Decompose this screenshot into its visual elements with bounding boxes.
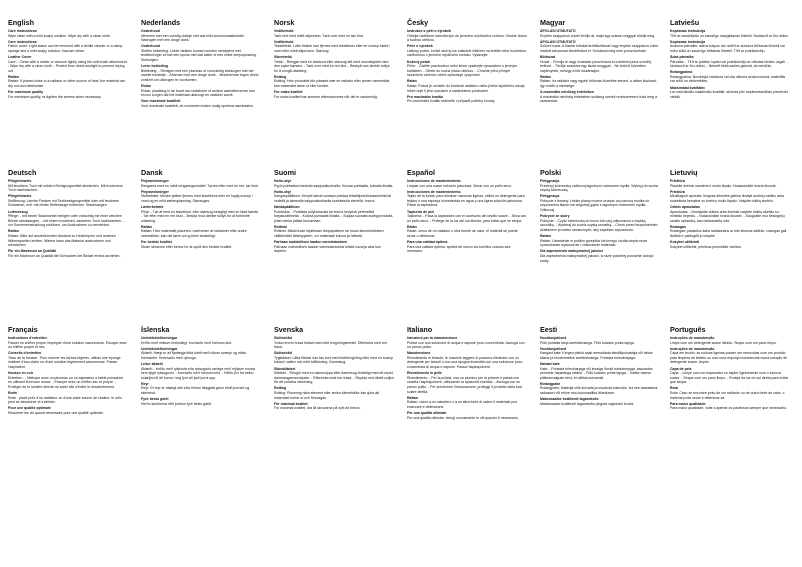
- section-heading: Vedlikehold: [274, 39, 294, 44]
- language-block: [141, 325, 261, 406]
- language-heading: Latviešu: [670, 18, 700, 27]
- section-text: Rottinki: Mikäli tuote sijoitetaan lämpöpatterin tai muun lämmönlähteen välittömään läheisyyteen, voi materiaali kuivua ja heiketä.: [274, 229, 384, 239]
- language-block: [670, 18, 790, 99]
- section-text: Maksimaalse kvaliteedi tagamiseks pinguta vajadusel kruvid.: [540, 401, 635, 406]
- section-heading: Priežiūra: [670, 189, 685, 194]
- section-text: Rotting: Hvis produktet blir plassert nær en radiator eller annen varmekilde, kan materialet tørke ut eller forvitre.: [274, 79, 391, 89]
- section-text: Stofbetræk: Mindre pletter fjernes med tekstilrens eller en fugtig svamp i vand og en mild sæbeopløsning. Støvsuges.: [141, 194, 253, 203]
- section-heading: Skinntrekk: [274, 54, 292, 59]
- language-heading: Deutsch: [8, 168, 37, 177]
- section-text: Przetrzyj ściereczką zwilżoną łagodnym roztworem mydła. Wytrzyj do sucha czystą ściereczką.: [540, 183, 658, 193]
- section-text: Tygklädsel: Lätta fläckar kan tas bort med textilrengöring eller med en svamp fuktad i vatten och mild tvållösning. Dammsug.: [274, 355, 394, 365]
- section-text: Rotangpalm: Materjal võib kuivada ja muutuda kulunuks, kui see asetatakse radiaatori või mõne muu kuumaallika lähedusse.: [540, 386, 658, 396]
- language-block: [540, 325, 660, 406]
- section-text: Kokybei užtikrinti, prireikus priveržkite varžtus.: [670, 244, 742, 249]
- language-block: [8, 325, 128, 416]
- section-heading: Reyr: [141, 381, 149, 386]
- section-text: Stoffen bekleding: Lichte vlekken kunnen worden verwijderd met textielreiniger of met een spons met wat water of een milde zeepoplossing. Stofzuigen.: [141, 48, 257, 63]
- section-heading: Skinnklädsel: [274, 366, 296, 371]
- section-text: Ratan: Pokud je umístěn do blízkosti radiátoru nebo jiného tepelného zdroje, může dojít k jeho vysušení a následnému poškození.: [407, 84, 526, 93]
- section-heading: Hooldusjuhised: [540, 346, 567, 351]
- language-heading: Lietuvių: [670, 168, 698, 177]
- section-text: Pārvalks: - Tīrīt ar putekļu lupatu vai putekļsūcēju ar mīkstas birstes uzgali. - Noslaucīt ar tīru drānu. - Neturēt tiešā saules gaismā, lai neizžūtu.: [670, 59, 789, 69]
- section-heading: Onderhoud: [141, 29, 160, 33]
- language-heading: Magyar: [540, 18, 566, 27]
- section-heading: Péče o výrobek: [407, 44, 433, 49]
- section-heading: Pielęgnacja: [540, 194, 560, 199]
- section-text: Torka rent en trasa fuktad med mild rengöringsmedel. Eftertorka med torr trasa.: [274, 340, 388, 350]
- language-column: [540, 0, 660, 567]
- section-text: Rattan: Hvis materialet placeres i nærheden af radiatorer eller andre varmekilder, kan det tørre ud og blive skrøbeligt.: [141, 229, 247, 239]
- language-block: [141, 168, 261, 249]
- section-heading: Kožený potah: [407, 59, 430, 64]
- section-heading: Rattan: [540, 74, 551, 79]
- section-heading: Rattan: [407, 395, 418, 400]
- section-text: Pulisci con una soluzione di acqua e sapone poco concentrata. Asciuga con un panno pulito.: [407, 340, 525, 350]
- language-block: [540, 18, 660, 104]
- section-text: Medžiaginė apmuša: lengvas dėmeles galima išvalyti audinių valikliu arba sudrėkinta kempine su švelniu muilo tirpalu. Valykite dulkių siurbliu.: [670, 194, 785, 203]
- section-text: Voor maximale kwaliteit, de schroeven indien nodig opnieuw aandraaien.: [141, 103, 254, 108]
- language-block: [274, 18, 394, 99]
- section-heading: Instruções de manutenção: [670, 336, 715, 340]
- section-heading: Nahast kate: [540, 361, 560, 366]
- section-heading: Skötselråd: [274, 336, 292, 340]
- section-heading: Rottinki: [274, 224, 288, 229]
- section-text: För maximal kvalitet, dra åt skruvarna på nytt vid behov.: [274, 406, 361, 411]
- section-heading: Istruzioni per la manutenzione: [407, 336, 458, 340]
- section-heading: Lederbezug: [8, 209, 28, 214]
- section-heading: Rattan: [540, 234, 551, 239]
- section-text: Pro maximální kvalitu utáhněte v případě potřeby šrouby.: [407, 99, 496, 104]
- section-heading: Priežiūra: [670, 179, 685, 183]
- section-heading: Dla zapewnienia maksymalnej jakości: [540, 249, 603, 254]
- section-heading: For maximum quality: [8, 90, 44, 95]
- section-heading: Ratán: [407, 224, 417, 229]
- section-text: Pleje: - Tør af med en støveklud, eller støvsug forsigtigt med en blød børste. - Tør efter med en ren klud. - Beskyt mod direkte sollys for at forhindre udtørring.: [141, 209, 260, 223]
- section-heading: Rotangpalma: [670, 70, 693, 75]
- language-heading: Íslenska: [141, 325, 170, 334]
- section-text: Tapicería: - Pasa la aspiradora con el accesorio del cepillo suave. - Seca con un paño seco. - Protege de la luz del sol directa, para evitar que se seque.: [407, 214, 527, 223]
- language-block: [407, 168, 527, 254]
- language-heading: Polski: [540, 168, 562, 177]
- section-text: Care: - Clean with a duster or vacuum lightly using the soft brush attachment. - Wipe dry with a clean cloth. - Protect from direct sunlight to prevent drying out.: [8, 59, 128, 73]
- section-text: Apmušalas: - Nuvalykite dulkes arba švelniai valykite dulkių siurbliu su minkštu šepečiu. - Nusausinkite švaria šluoste. - Saugokite nuo tiesioginių saulės spindulių, kad neišsausėtų oda.: [670, 209, 785, 223]
- language-block: [670, 325, 790, 411]
- language-block: [540, 168, 660, 263]
- section-text: Tīrīt ar saudzējošu un saudzīgu mazgāšanas līdzekli. Noslaucīt ar tīru drānu.: [670, 33, 790, 38]
- language-column: [274, 0, 394, 567]
- section-heading: Rota: [670, 386, 678, 391]
- section-text: Entretien : - Nettoyer avec un plumeau ou un aspirateur à faible puissance en utilisant la brosse douce. - Essuyer avec un chiffon sec et propre. - Protéger de la lumière directe du soleil afin d'éviter le dessèchement.: [8, 375, 124, 389]
- section-text: Limpe com um detergente suave diluído. Seque com um pano limpo.: [670, 340, 777, 345]
- section-text: Tissu de la housse : Pour enlever les taches légères, utiliser une éponge imbibée d'eau claire ou d'une solution légèrement savonneuse. Passer l'aspirateur.: [8, 355, 121, 370]
- language-block: [274, 325, 394, 411]
- section-text: Passer un chiffon propre imprégné d'une solution savonneuse. Essuyer avec un chiffon propre et sec.: [8, 340, 127, 350]
- section-text: Kate: - Puhasta tolmuharjaga või imuriga õrnalt tolmuimejaga, kasutades pehmete harjastega otsikut. - Pühi kuivaks puhta lapiga. - Kaitse otsese päikesevalguse eest, et vältida kuivamist.: [540, 366, 653, 380]
- section-text: Wipe clean with a mild soapy solution. Wipe dry with a clean cloth.: [8, 33, 111, 38]
- section-text: Huzat: - Porolja le vagy óvatosan porszívózza ki a kefével puha szívófej kefével. - Törölje szárazra egy tiszta ronggyal. - Ne tedd ki közvetlen napfénynek, nehogy a bőr kiszáradjon.: [540, 59, 652, 73]
- section-heading: För maximal kvalitet: [274, 401, 308, 406]
- section-text: Stram skruerne efter behov for at opnå den bedste kvalitet.: [141, 244, 233, 249]
- section-heading: Plejeanvisninger: [141, 179, 169, 183]
- section-text: Szövet huzat: A kisebb foltokat textiltisztítóval vagy enyhén szappanos vízbe mártott szivaccsal távolíthatod el. Szívással meg nem porszívózható.: [540, 44, 659, 53]
- section-text: Otírejte hadříkem namočeným do jemného mýdlového roztoku. Osušte čistou a suchou utěrkou.: [407, 33, 527, 43]
- language-block: [8, 18, 128, 99]
- section-heading: Læderbetræk: [141, 204, 164, 209]
- language-heading: Suomi: [274, 168, 296, 177]
- section-heading: Ādas pārvalks: [670, 54, 694, 59]
- language-heading: Eesti: [540, 325, 558, 334]
- section-text: Áklæði: Hægt er að fjarlægja létta bletti með rökum svampi og mildu hreinsiefni. Hreinsaðu með ryksugu.: [141, 351, 247, 360]
- section-text: Rota: Caso se encontre junto de um radiador ou de outra fonte de calor, o material pode secar e deteriorar-se.: [670, 391, 785, 400]
- section-text: Para una calidad óptima, aprieta de nuevo los tornillos cuando sea necesario.: [407, 244, 511, 254]
- section-heading: Pokrycie ze skóry: [540, 214, 570, 219]
- section-heading: Rotan: [141, 84, 151, 89]
- section-heading: Rotting: [274, 74, 287, 79]
- section-text: Rotangpalma: Novietojot radiatora vai cita siltuma avota tuvumā, materiāls var izžūt un deformēties.: [670, 74, 786, 84]
- section-text: Tørk rent med mildt såpevann. Tørk over med en tørr klut.: [274, 33, 364, 38]
- section-text: Rotangas: pastačius šalia radiatoriaus ar kito šilumos šaltinio, rotangas gali išdžiūti ir pablogėti jo kokybė.: [670, 229, 787, 239]
- section-text: Parhaan mahdollisen laadun varmistamiseksi kiristä ruuveja aina kun tarpeen.: [274, 244, 381, 254]
- section-heading: Rotin: [8, 391, 17, 396]
- section-heading: Pielęgnacja: [540, 179, 560, 183]
- language-column: [8, 0, 128, 567]
- section-text: Fabric cover: Light stains can be removed with a textile cleaner or a damp sponge and a mild soapy solution. Vacuum clean.: [8, 44, 123, 53]
- language-heading: Nederlands: [141, 18, 181, 27]
- section-text: Stoffbezug: Leichte Flecken mit Textilreinigungsmittel oder mit feuchtem Schwamm, evtl. mit milder Seifenlauge entfernen. Staubsaugen.: [8, 198, 120, 208]
- language-column: [407, 0, 527, 567]
- language-heading: Français: [8, 325, 38, 334]
- section-heading: Voor maximale kwaliteit: [141, 99, 181, 104]
- section-text: Tejido de la funda: para eliminar manchas ligeras, utiliza un detergente para tejidos o una esponja humedecida en agua y una ligera solución jabonosa. Pasar la aspiradora.: [407, 194, 525, 208]
- section-text: Kangaspäällinen: Kevyet tahrat voidaan poistaa tekstiilipuhdistusaineella tai vedellä ja laimealla saippualiuoksella kostutetulla sienellä. Imuroi.: [274, 194, 392, 203]
- section-text: Rattan: ha radiátor vagy egyéb hőforrás közelébe teszed, a rattan kiszárad, így romlik a minősége.: [540, 79, 657, 89]
- section-heading: Pro maximální kvalitu: [407, 94, 443, 99]
- section-text: Pokrycie: - Czyść ściereczką do kurzu lub użyj odkurzacza z miękką szczotką. - Wycieraj do sucha czystą szmatką. - Chroń przed bezpośrednim działaniem promieni słonecznych, aby zapobiec wysuszeniu.: [540, 218, 658, 232]
- section-heading: Pflegehinweis: [8, 179, 32, 183]
- section-heading: Instructions d'entretien: [8, 336, 47, 340]
- language-column: [141, 0, 261, 567]
- section-text: A maximális minőség érdekében szükség szerint rendszeresen húzd meg a csavarokat.: [540, 94, 657, 104]
- section-text: Dla zapewnienia maksymalnej jakości, w razie potrzeby ponownie dokręć śruby.: [540, 253, 654, 263]
- section-heading: Instrucciones de mantenimiento: [407, 189, 461, 194]
- section-heading: Maksimālai kvalitātei: [670, 85, 705, 90]
- section-text: For maximum quality, re-tighten the screws when necessary.: [8, 94, 102, 99]
- language-block: [407, 325, 527, 420]
- section-text: Plaukite švelniu vandens ir muilo tirpalu. Nusausinkite švaria šluoste.: [670, 183, 777, 188]
- section-text: Reyr: Ef reyr er nálægt ofni eða öðrum hitagjafa getur efnið þornað og skemmst.: [141, 386, 250, 396]
- section-text: Resserrer les vis quand nécessaire pour une qualité optimale.: [8, 410, 104, 415]
- section-heading: Para maior qualidade: [670, 401, 706, 406]
- section-text: Pokrycie z tkaniny: Lekkie plamy można usuwać za pomocą środka do czyszczenia tkanin lub wilgotnej gąbki z łagodnym roztworem mydła. Odkurzaj.: [540, 198, 650, 213]
- section-heading: Plejeanvisninger: [141, 189, 169, 194]
- section-heading: Rotangpalm: [540, 381, 561, 386]
- section-heading: Conseils d'entretien: [8, 351, 42, 356]
- section-heading: Ratan: [407, 79, 417, 84]
- section-heading: Rattan: [8, 229, 19, 234]
- section-text: Kangast kate: Kerged plekid saab eemaldada tekstiilipuhastaja või niiske käsna ja õrnatoimelise seebilahusega. Puhasta tolmuimejaga.: [540, 351, 653, 360]
- language-block: [670, 168, 790, 249]
- section-text: Áklæði: - Þrífðu með rykkústa eða ryksugaðu varlega með mjúkum bursta sem fylgir ryksugunni. - Þurrkaðu með hreinum klút. - Hlífðu því frá beinu sólarljósi til að koma í veg fyrir að það þorni upp.: [141, 366, 255, 380]
- section-text: Limpiar con una suave solución jabonosa. Secar con un paño seco.: [407, 183, 512, 188]
- section-heading: Maksimaalse kvaliteedi tagamiseks: [540, 397, 599, 402]
- section-heading: For bedste kvalitet: [141, 240, 172, 245]
- section-heading: Leather Cover: [8, 54, 32, 59]
- section-heading: Care instructions: [8, 39, 37, 44]
- section-text: Rotan: plaatsing in de buurt van radiatoren of andere warmtebronnen kan ervoor zorgen dat het materiaal uitdroogt en zwakker wordt.: [141, 88, 255, 98]
- language-block: [8, 168, 128, 259]
- section-heading: Kopšanas instrukcija: [670, 29, 706, 33]
- section-heading: Capa de pele: [670, 366, 692, 371]
- section-heading: Rattan: [141, 224, 152, 229]
- section-heading: Tapicería de piel: [407, 209, 435, 214]
- section-text: Trekk: - Rengjør med en støvkost eller støvsug lett med munnstykket med den myke børsten. - Tørk over med en ren klut. - Beskytt mot direkte sollys for å unngå uttørking.: [274, 59, 390, 73]
- section-heading: Pflegehinweis: [8, 194, 32, 199]
- section-heading: Kokybei užtikrinti: [670, 240, 700, 245]
- section-text: Rengøres med en mildt rengøringsmiddel. Tørres efter med en ren, tør klud.: [141, 183, 259, 188]
- section-text: Capa em tecido: as nódoas ligeiras podem ser removidas com um produto para limpeza de têxteis ou com uma esponja humedecida numa solução de detergente suave. Aspire.: [670, 351, 788, 365]
- section-text: Per una qualità ottimale, stringi nuovamente le viti quando è necessario.: [407, 415, 519, 420]
- section-heading: Rattan: [8, 74, 19, 79]
- section-heading: Hoito-ohje: [274, 189, 292, 194]
- section-text: Rivestimento: - Per la pulizia, usa un piumino per la polvere e passa con cautela l'aspirapolvere, utilizzando la spazzola morbida. - Asciuga con un panno pulito. - Per prevenirne l'essiccazione, proteggi il prodotto dalla luce solare diretta.: [407, 375, 523, 394]
- language-heading: Italiano: [407, 325, 433, 334]
- section-heading: Instrukce k péči o výrobek: [407, 29, 451, 33]
- section-heading: Leren bekleding: [141, 64, 168, 69]
- section-heading: Fyrir bestu gæði: [141, 397, 169, 402]
- section-heading: Umhirðuleiðbeiningar: [141, 346, 178, 351]
- section-heading: For maks kvalitet: [274, 90, 303, 95]
- section-text: Für ein Maximum an Qualität die Schrauben bei Bedarf erneut anziehen.: [8, 253, 121, 258]
- section-text: Pühi puhtaks lahja seebilahusega. Pühi kuivaks puhta lapiga.: [540, 340, 635, 345]
- section-text: Puhdistus: - Puhdista pölyhuiskulla tai imuroi kevyesti pehmeällä harjasuuttimella. - Kuivaa puhtaalla liinalla. - Suojaa suoralta auringonvalolta, jottei nahka pääse kuivumaan.: [274, 209, 394, 223]
- section-text: Pflege: - mit einem Staubwedel reinigen oder vorsichtig mit einer weichen Bürste staubsaugen. - mit einem trockenen, sauberen Tuch nachwischen. - vor Sonneneinstrahlung schützen, um Austrocknen zu vermeiden.: [8, 214, 125, 228]
- section-heading: Pour une qualité optimale: [8, 406, 51, 411]
- section-text: Rattan: If placed close to a radiator or other source of heat, the material can dry out and deteriorate.: [8, 79, 126, 89]
- language-heading: Dansk: [141, 168, 163, 177]
- section-heading: Für ein Maximum an Qualität: [8, 249, 56, 254]
- section-text: Rattan: vicino a un calorifero o a un'altra fonte di calore il materiale può essiccare e deteriorarsi.: [407, 400, 518, 409]
- section-heading: Rotangas: [670, 224, 686, 229]
- section-text: Capa: - Limpe com um espanador ou aspire ligeiramente com o escova suave. - Seque com um pano limpo. - Proteja da luz do sol direta para evitar que seque.: [670, 371, 789, 385]
- section-heading: Hooldusjuhised: [540, 336, 567, 340]
- section-text: Látkový potah: Lehké skvrny lze odstranit čističem na textilie nebo houbičkou navlhčenou v jemném mýdlovém roztoku. Vysávejte.: [407, 48, 527, 58]
- section-text: Tekstiltrekk: Lette flekker kan fjernes med tekstilrens eller en svamp fuktet i vann eller mildt såpevann. Støvsug.: [274, 44, 390, 53]
- section-heading: Para una calidad óptima: [407, 240, 448, 245]
- section-heading: Odinis apmušalas: [670, 204, 700, 209]
- language-heading: Español: [407, 168, 435, 177]
- section-text: Lai nodrošinātu maksimālu kvalitāti, skrūves pēc nepieciešamības pievelciet ciešāk.: [670, 90, 788, 99]
- section-heading: Instruções de manutenção: [670, 346, 715, 351]
- language-column: [670, 0, 790, 567]
- section-heading: Housse en cuir: [8, 371, 34, 376]
- section-heading: Manutenzione: [407, 351, 431, 356]
- language-heading: English: [8, 18, 34, 27]
- section-heading: Parhaan mahdollisen laadun varmistaminen: [274, 240, 348, 245]
- language-block: [274, 168, 394, 254]
- section-text: Rotting: Placering nära element eller andra värmekällor kan göra att materialet torkar ut och försvagas.: [274, 391, 380, 400]
- section-text: Pyyhi puhtaaksi miedolla saippualiuoksella. Kuivaa puhtaalla, kuivalla liinalla.: [274, 183, 394, 188]
- section-heading: Rotting: [274, 386, 287, 391]
- section-text: Rotin : placé près d'un radiateur ou d'une autre source de chaleur, le rotin peut se dessécher et s'abîmer.: [8, 395, 122, 405]
- section-heading: Nahkapäällinen: [274, 204, 300, 209]
- section-text: Afnemen met een vochtig doekje met wat mild schoonmaakmiddel. Nadrogen met een droge doek.: [141, 33, 245, 43]
- language-heading: Norsk: [274, 18, 295, 27]
- section-heading: ÁPOLÁSI ÚTMUTATÓ: [540, 39, 576, 44]
- section-text: Auduma pārvalks: dažus traipus var notīrīt ar auduma tīrīšanas līdzekli vai mitru sūkli un saudzīgu tīrīšanas līdzekli. Tīrīt ar putekļsūcēju.: [670, 44, 785, 53]
- section-heading: Instrucciones de mantenimiento: [407, 179, 461, 183]
- section-text: Rattan: Bitte auf ausreichenden Abstand zu Heizkörpern und anderen Wärmequellen achten. Wärme kann das Material austrocknen und schwächen.: [8, 234, 116, 248]
- section-text: Ratán: cerca de un radiador u otra fuente de calor, el material se puede secar o deteriorar.: [407, 229, 518, 239]
- section-heading: Vedlikehold: [274, 29, 294, 33]
- language-heading: Português: [670, 325, 706, 334]
- section-heading: Leður áklæði: [141, 361, 163, 366]
- section-text: Para maior qualidade, volte a apertar os parafusos sempre que necessário.: [670, 406, 787, 411]
- language-block: [407, 18, 527, 104]
- section-heading: Skötselråd: [274, 351, 292, 356]
- language-heading: Česky: [407, 18, 429, 27]
- section-heading: Bőrhuzat: [540, 54, 556, 59]
- section-heading: Rivestimento in pelle: [407, 371, 443, 376]
- section-text: Þrífðu með mildum hreinsilegi. Þurrkaðu með hreinum klút.: [141, 340, 233, 345]
- section-text: Péče: - Čistěte prachovkou nebo lehce vysávejte vysavačem s jemným kartáčem. - Otřete do sucha čistou utěrkou. - Chraňte před přímým slunečním zářením, které způsobuje vysychání.: [407, 64, 518, 78]
- section-heading: Hoito-ohje: [274, 179, 292, 183]
- language-heading: Svenska: [274, 325, 304, 334]
- section-heading: Per una qualità ottimale: [407, 410, 447, 415]
- section-text: Rivestimento in tessuto: le macchie leggere si possono eliminare con un detergente per tessuti o con una spugna inumidita con una soluzione poco concentrata di acqua e sapone. Passa l'aspirapolvere.: [407, 355, 523, 370]
- section-text: Bekleding: - Reinigen met een plumeau of voorzichtig stofzuigen met het zachte borstelje. - Afnemen met een droge doek. - Beschermen tegen direct zonlicht om uitdrogen te voorkomen.: [141, 68, 259, 82]
- section-heading: Care instructions: [8, 29, 37, 33]
- section-heading: Umhirðuleiðbeiningar: [141, 336, 178, 340]
- section-heading: A maximális minőség érdekében: [540, 90, 595, 95]
- section-heading: Kopšanas instrukcija: [670, 39, 706, 44]
- section-heading: Onderhoud: [141, 44, 160, 49]
- language-block: [141, 18, 261, 109]
- section-text: For maks kvalitet bør skruene etterstrammes når det er nødvendig.: [274, 94, 378, 99]
- section-text: Rattan: Ustawienie w pobliżu grzejnika lub innego źródła ciepła może spowodować wysuszenie i zniszczenie materiału.: [540, 238, 648, 248]
- section-text: Enyhén szappanos vízzel törölje át, majd egy száraz ronggyal törölje meg.: [540, 33, 656, 38]
- section-text: Mit feuchtem Tuch mit mildem Reinigungsmittel abwischen. Mit trockenem Tuch nachwischen.: [8, 183, 123, 193]
- section-text: Klädsel: - Rengör med en dammvippa eller dammsug försiktigt med ett mjukt dammsugarmunstycke. - Eftertorka med torr trasa. - Skydda mot direkt solljus för att undvika uttorkning.: [274, 371, 395, 385]
- section-text: Herðu skrúfurnar eftir þörfum fyrir bestu gæði.: [141, 401, 212, 406]
- section-heading: ÁPOLÁSI ÚTMUTATÓ: [540, 29, 576, 33]
